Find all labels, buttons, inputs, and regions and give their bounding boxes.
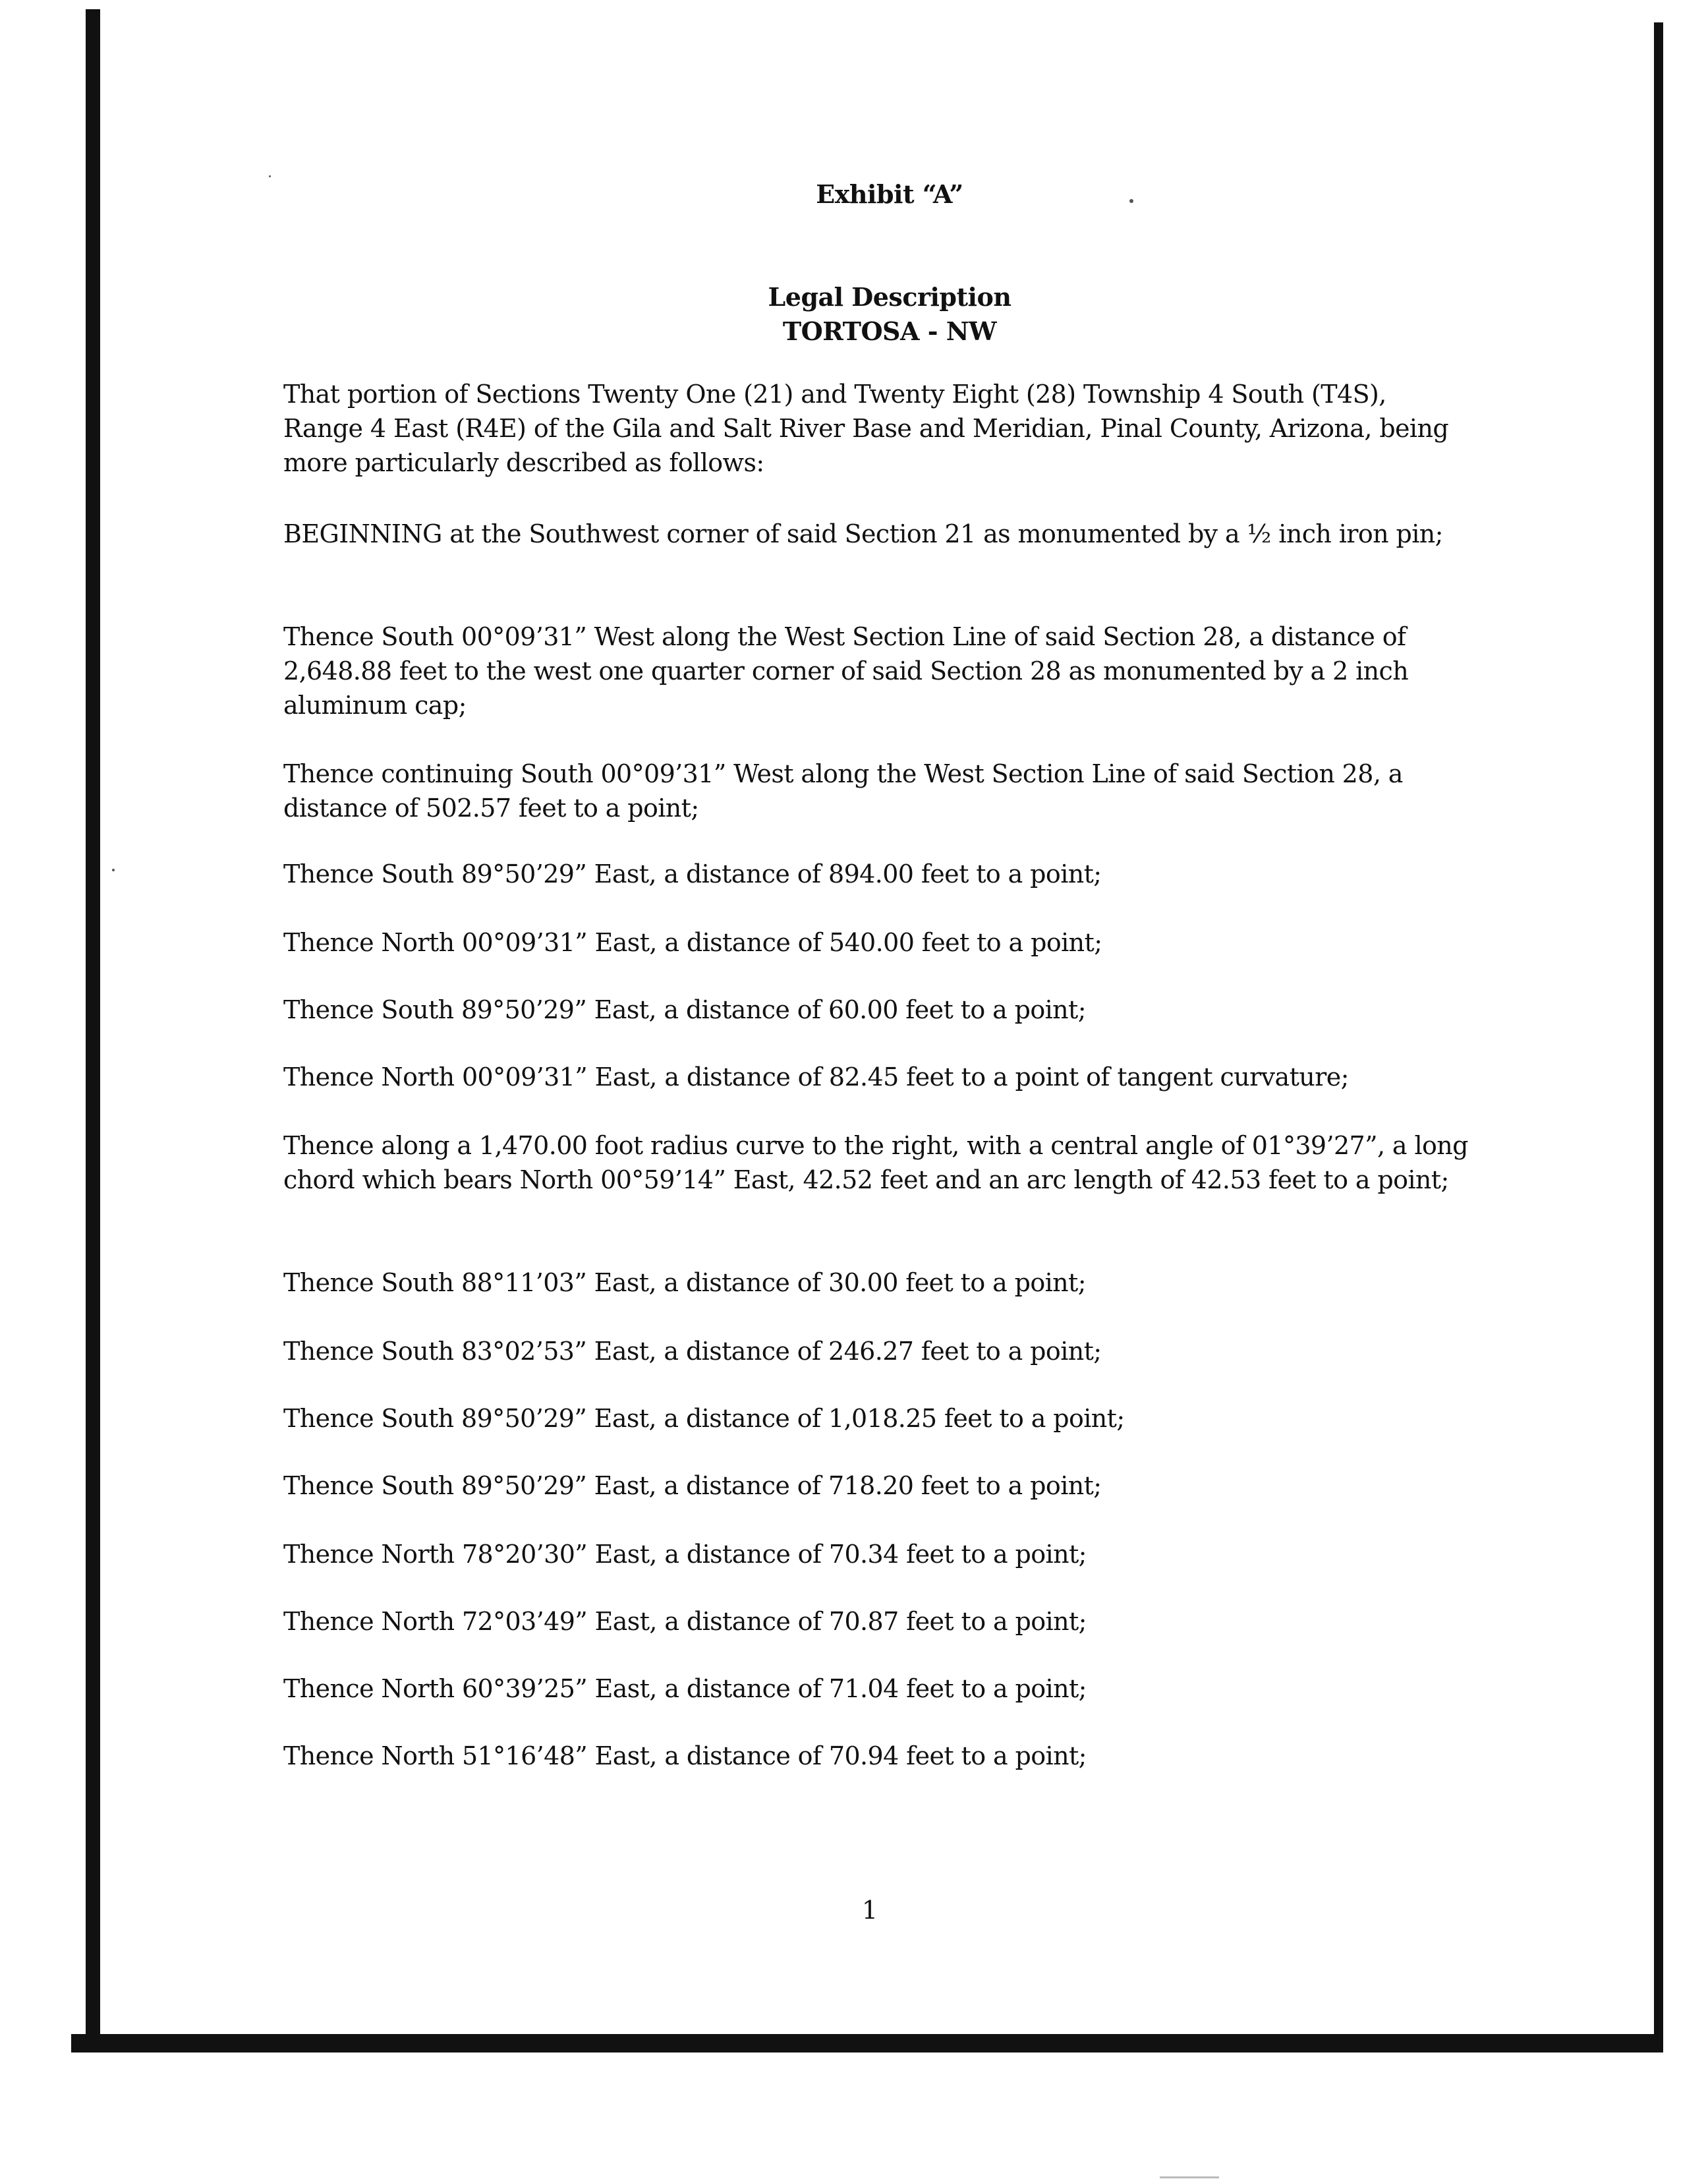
course-paragraph: Thence continuing South 00°09’31” West along the West Section Line of said Section 28, a distance of 502.57 feet to a point; — [283, 759, 1403, 823]
document-heading: Legal Description — [768, 282, 1011, 312]
course-paragraph: Thence South 89°50’29” East, a distance of 718.20 feet to a point; — [283, 1471, 1102, 1500]
curve-paragraph: Thence along a 1,470.00 foot radius curve to the right, with a central angle of 01°39’27”, a long chord which bears North 00°59’14” East, 42.52 feet and an arc length of 42.53 feet to a point; — [283, 1131, 1468, 1194]
intro-paragraph: That portion of Sections Twenty One (21) and Twenty Eight (28) Township 4 South (T4S), Range 4 East (R4E) of the Gila and Salt River Base and Meridian, Pinal County, Arizona, being more particularly described as follows: — [283, 380, 1449, 477]
course-paragraph: Thence North 72°03’49” East, a distance of 70.87 feet to a point; — [283, 1607, 1087, 1636]
beginning-paragraph: BEGINNING at the Southwest corner of said Section 21 as monumented by a ½ inch iron pin; — [283, 519, 1443, 548]
scan-border-bottom — [71, 2034, 1662, 2052]
course-paragraph: Thence North 00°09’31” East, a distance of 540.00 feet to a point; — [283, 928, 1102, 957]
scan-speck — [1129, 199, 1133, 203]
scan-speck — [269, 175, 271, 177]
course-paragraph: Thence South 88°11’03” East, a distance of 30.00 feet to a point; — [283, 1268, 1086, 1297]
scan-border-left — [86, 9, 100, 2043]
course-paragraph: Thence South 89°50’29” East, a distance of 894.00 feet to a point; — [283, 859, 1102, 888]
course-paragraph: Thence North 60°39’25” East, a distance of 71.04 feet to a point; — [283, 1674, 1087, 1703]
course-paragraph: Thence South 89°50’29” East, a distance of 60.00 feet to a point; — [283, 995, 1086, 1024]
course-paragraph: Thence South 00°09’31” West along the West Section Line of said Section 28, a distance of 2,648.88 feet to the west one quarter corner of said Section 28 as monumented by a 2 inch aluminum cap; — [283, 622, 1409, 720]
exhibit-title: Exhibit “A” — [816, 179, 963, 209]
scan-border-right — [1654, 22, 1663, 2052]
page-number: 1 — [861, 1896, 878, 1925]
course-paragraph: Thence North 78°20’30” East, a distance of 70.34 feet to a point; — [283, 1540, 1087, 1569]
scan-speck — [1160, 2176, 1219, 2178]
course-paragraph: Thence South 83°02’53” East, a distance of 246.27 feet to a point; — [283, 1337, 1102, 1366]
scan-speck — [112, 869, 115, 871]
course-paragraph: Thence North 00°09’31” East, a distance of 82.45 feet to a point of tangent curvature; — [283, 1062, 1349, 1092]
document-subheading: TORTOSA - NW — [782, 316, 997, 346]
course-paragraph: Thence North 51°16’48” East, a distance of 70.94 feet to a point; — [283, 1741, 1087, 1770]
course-paragraph: Thence South 89°50’29” East, a distance of 1,018.25 feet to a point; — [283, 1404, 1125, 1433]
